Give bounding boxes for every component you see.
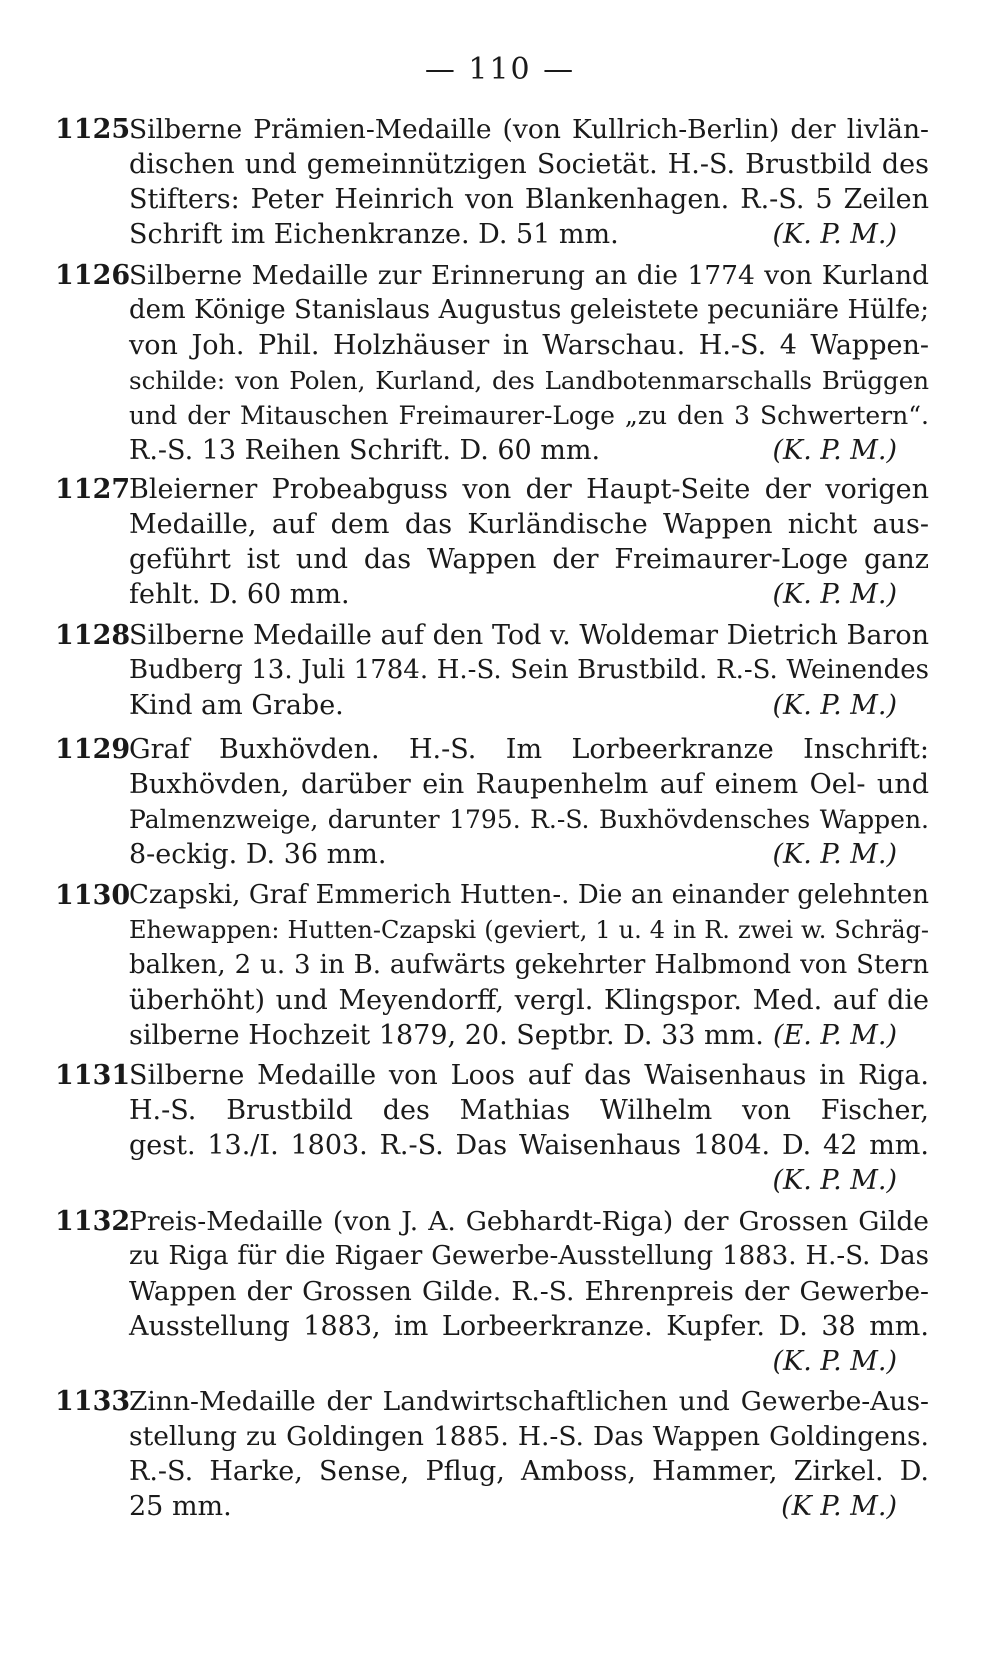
collection-reference: (K. P. M.): [772, 435, 897, 466]
catalog-entry-1132: [55, 1204, 930, 1379]
entry-text: [129, 618, 929, 723]
catalog-entry-1126: [55, 258, 930, 468]
entry-line: und der Mitauschen Freimaurer-Loge „zu den 3 Schwertern“.: [129, 401, 929, 430]
entry-text: [129, 1204, 929, 1379]
entry-line: gest. 13./I. 1803. R.-S. Das Waisenhaus 1804. D. 42 mm.: [129, 1130, 929, 1161]
entry-number: 1128: [55, 620, 131, 651]
entry-line: Preis-Medaille (von J. A. Gebhardt-Riga) der Grossen Gilde: [129, 1206, 929, 1237]
entry-line: H.-S. Brustbild des Mathias Wilhelm von Fischer,: [129, 1095, 929, 1126]
collection-reference: (K. P. M.): [772, 579, 897, 610]
entry-line: geführt ist und das Wappen der Freimaurer-Loge ganz: [129, 544, 929, 575]
entry-line: Medaille, auf dem das Kurländische Wappen nicht aus-: [129, 509, 929, 540]
entry-line: silberne Hochzeit 1879, 20. Septbr. D. 33 mm. (E. P. M.): [129, 1020, 897, 1051]
entry-text: [129, 878, 929, 1053]
entry-line: Silberne Medaille von Loos auf das Waisenhaus in Riga.: [129, 1060, 929, 1091]
entry-number: 1130: [55, 880, 131, 911]
collection-reference: (K. P. M.): [772, 839, 897, 870]
entry-line: Czapski, Graf Emmerich Hutten-. Die an einander gelehnten: [129, 880, 929, 910]
catalog-entry-1127: [55, 472, 930, 612]
entry-line: Silberne Medaille zur Erinnerung an die 1774 von Kurland: [129, 260, 929, 291]
entry-line: [129, 1344, 929, 1379]
entry-number: 1127: [55, 474, 131, 505]
catalog-entry-1129: [55, 732, 930, 872]
entry-line: von Joh. Phil. Holzhäuser in Warschau. H.-S. 4 Wappen-: [129, 330, 929, 361]
collection-reference: (E. P. M.): [772, 1020, 897, 1051]
collection-reference: (K P. M.): [781, 1491, 897, 1522]
entry-number: 1129: [55, 734, 131, 765]
entry-line: balken, 2 u. 3 in B. aufwärts gekehrter Halbmond von Stern: [129, 950, 929, 980]
entry-number: 1133: [55, 1386, 131, 1417]
page-number: — 110 —: [424, 52, 576, 87]
catalog-entry-1130: [55, 878, 930, 1053]
entry-line: Palmenzweige, darunter 1795. R.-S. Buxhövdensches Wappen.: [129, 805, 929, 834]
entry-line: stellung zu Goldingen 1885. H.-S. Das Wappen Goldingens.: [129, 1421, 929, 1452]
collection-reference: (K. P. M.): [772, 1165, 897, 1196]
entry-line: Budberg 13. Juli 1784. H.-S. Sein Brustbild. R.-S. Weinendes: [129, 655, 929, 685]
entry-text: [129, 732, 929, 872]
entry-text: [129, 1384, 929, 1524]
entry-line: Silberne Medaille auf den Tod v. Woldemar Dietrich Baron: [129, 620, 929, 651]
collection-reference: (K. P. M.): [772, 1346, 897, 1377]
catalog-entry-1125: [55, 112, 930, 252]
entry-number: 1131: [55, 1060, 131, 1091]
entry-line: Ehewappen: Hutten-Czapski (geviert, 1 u. 4 in R. zwei w. Schräg-: [129, 916, 929, 944]
entry-line: Graf Buxhövden. H.-S. Im Lorbeerkranze Inschrift:: [129, 734, 929, 765]
entry-line: 25 mm. (K P. M.): [129, 1491, 897, 1522]
entry-line: überhöht) und Meyendorff, vergl. Klingspor. Med. auf die: [129, 985, 929, 1016]
entry-text: [129, 112, 929, 252]
entry-line: Stifters: Peter Heinrich von Blankenhagen. R.-S. 5 Zeilen: [129, 184, 929, 215]
collection-reference: (K. P. M.): [772, 690, 897, 721]
entry-line: Ausstellung 1883, im Lorbeerkranze. Kupfer. D. 38 mm.: [129, 1311, 929, 1342]
entry-line: Buxhövden, darüber ein Raupenhelm auf einem Oel- und: [129, 769, 929, 800]
entry-line: Silberne Prämien-Medaille (von Kullrich-Berlin) der livlän-: [129, 114, 929, 145]
entry-line: Kind am Grabe. (K. P. M.): [129, 690, 897, 721]
entry-number: 1126: [55, 260, 131, 291]
entry-line: fehlt. D. 60 mm. (K. P. M.): [129, 579, 897, 610]
entry-line: 8-eckig. D. 36 mm. (K. P. M.): [129, 839, 897, 870]
entry-text: [129, 472, 929, 612]
entry-text: [129, 258, 929, 468]
entry-text: [129, 1058, 929, 1198]
entry-line: Bleierner Probeabguss von der Haupt-Seite der vorigen: [129, 474, 929, 505]
entry-line: dem Könige Stanislaus Augustus geleistete pecuniäre Hülfe;: [129, 295, 929, 325]
entry-line: schilde: von Polen, Kurland, des Landbotenmarschalls Brüggen: [129, 366, 929, 395]
entry-number: 1132: [55, 1206, 131, 1237]
entry-line: R.-S. Harke, Sense, Pflug, Amboss, Hammer, Zirkel. D.: [129, 1456, 929, 1487]
catalog-entry-1131: [55, 1058, 930, 1198]
entry-line: Schrift im Eichenkranze. D. 51 mm. (K. P. M.): [129, 219, 897, 250]
entry-line: Wappen der Grossen Gilde. R.-S. Ehrenpreis der Gewerbe-: [129, 1276, 929, 1307]
entry-line: dischen und gemeinnützigen Societät. H.-S. Brustbild des: [129, 149, 929, 180]
entry-line: [129, 1163, 929, 1198]
entry-number: 1125: [55, 114, 131, 145]
catalog-entry-1128: [55, 618, 930, 723]
entry-line: R.-S. 13 Reihen Schrift. D. 60 mm. (K. P. M.): [129, 435, 897, 466]
entry-line: zu Riga für die Rigaer Gewerbe-Ausstellung 1883. H.-S. Das: [129, 1241, 929, 1271]
collection-reference: (K. P. M.): [772, 219, 897, 250]
entry-line: Zinn-Medaille der Landwirtschaftlichen und Gewerbe-Aus-: [129, 1386, 929, 1417]
catalog-entry-1133: [55, 1384, 930, 1524]
